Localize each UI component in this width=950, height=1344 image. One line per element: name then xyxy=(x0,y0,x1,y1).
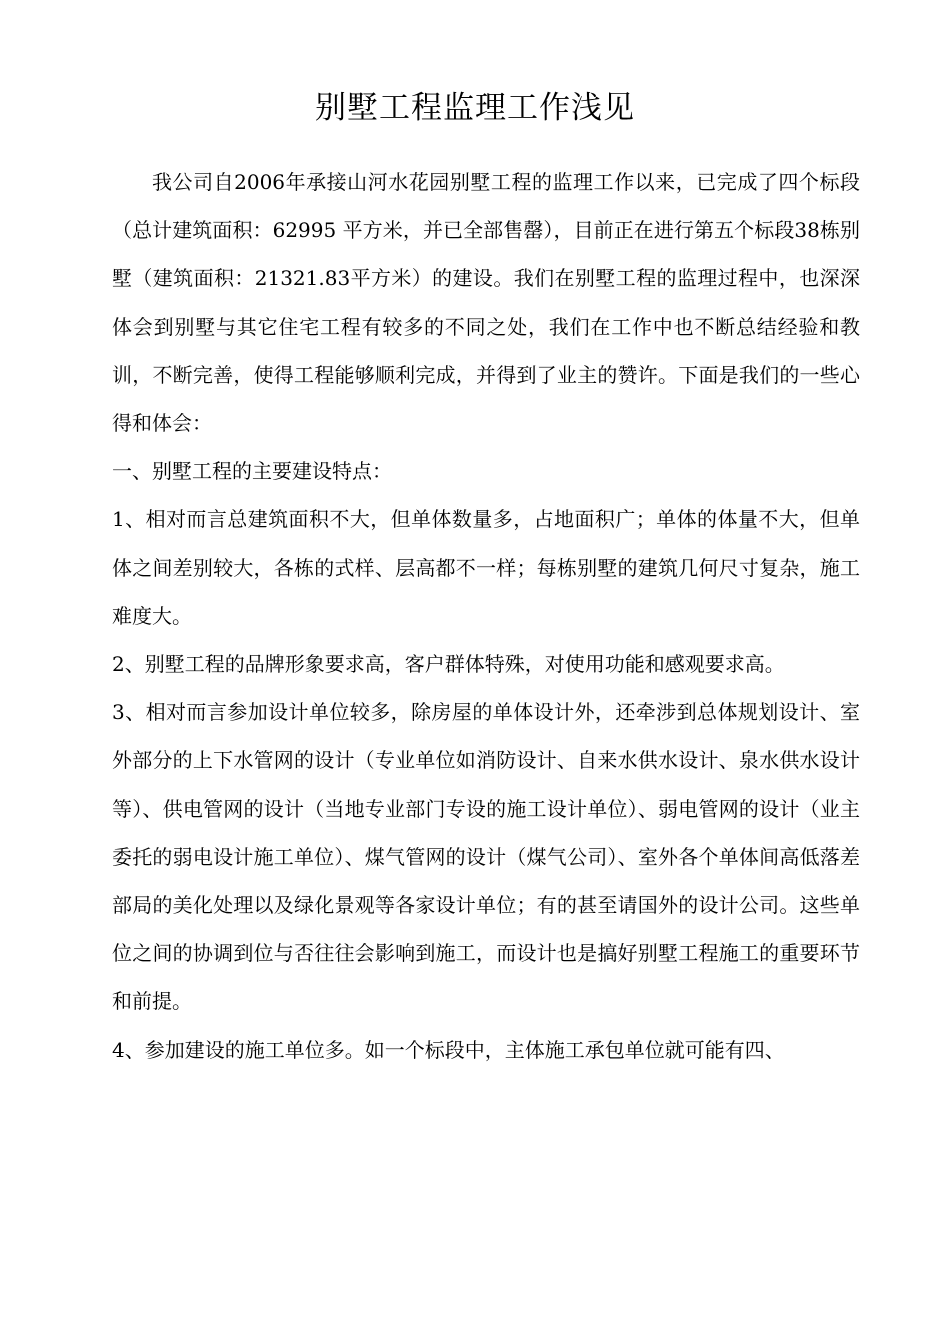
section-heading: 一、别墅工程的主要建设特点： xyxy=(112,459,392,484)
document-body xyxy=(112,158,860,1074)
feature-item-2: 2、别墅工程的品牌形象要求高，客户群体特殊，对使用功能和感观要求高。 xyxy=(112,652,785,677)
feature-item-4: 4、参加建设的施工单位多。如一个标段中，主体施工承包单位就可能有四、 xyxy=(112,1037,785,1062)
intro-paragraph: 我公司自2006年承接山河水花园别墅工程的监理工作以来，已完成了四个标段（总计建筑面积：62995 平方米，并已全部售罄），目前正在进行第五个标段38栋别墅（建筑面积：21321.83平方米）的建设。我们在别墅工程的监理过程中，也深深体会到别墅与其它住宅工程有较多的不同之处，我们在工作中也不断总结经验和教训，不断完善，使得工程能够顺利完成，并得到了业主的赞许。下面是我们的一些心得和体会： xyxy=(112,170,860,436)
document-title: 别墅工程监理工作浅见 xyxy=(315,90,635,126)
feature-item-1: 1、相对而言总建筑面积不大，但单体数量多，占地面积广；单体的体量不大，但单体之间差别较大，各栋的式样、层高都不一样；每栋别墅的建筑几何尺寸复杂，施工难度大。 xyxy=(112,507,860,628)
feature-item-3: 3、相对而言参加设计单位较多，除房屋的单体设计外，还牵涉到总体规划设计、室外部分的上下水管网的设计（专业单位如消防设计、自来水供水设计、泉水供水设计等）、供电管网的设计（当地专业部门专设的施工设计单位）、弱电管网的设计（业主委托的弱电设计施工单位）、煤气管网的设计（煤气公司）、室外各个单体间高低落差部局的美化处理以及绿化景观等各家设计单位；有的甚至请国外的设计公司。这些单位之间的协调到位与否往往会影响到施工，而设计也是搞好别墅工程施工的重要环节和前提。 xyxy=(112,700,860,1014)
